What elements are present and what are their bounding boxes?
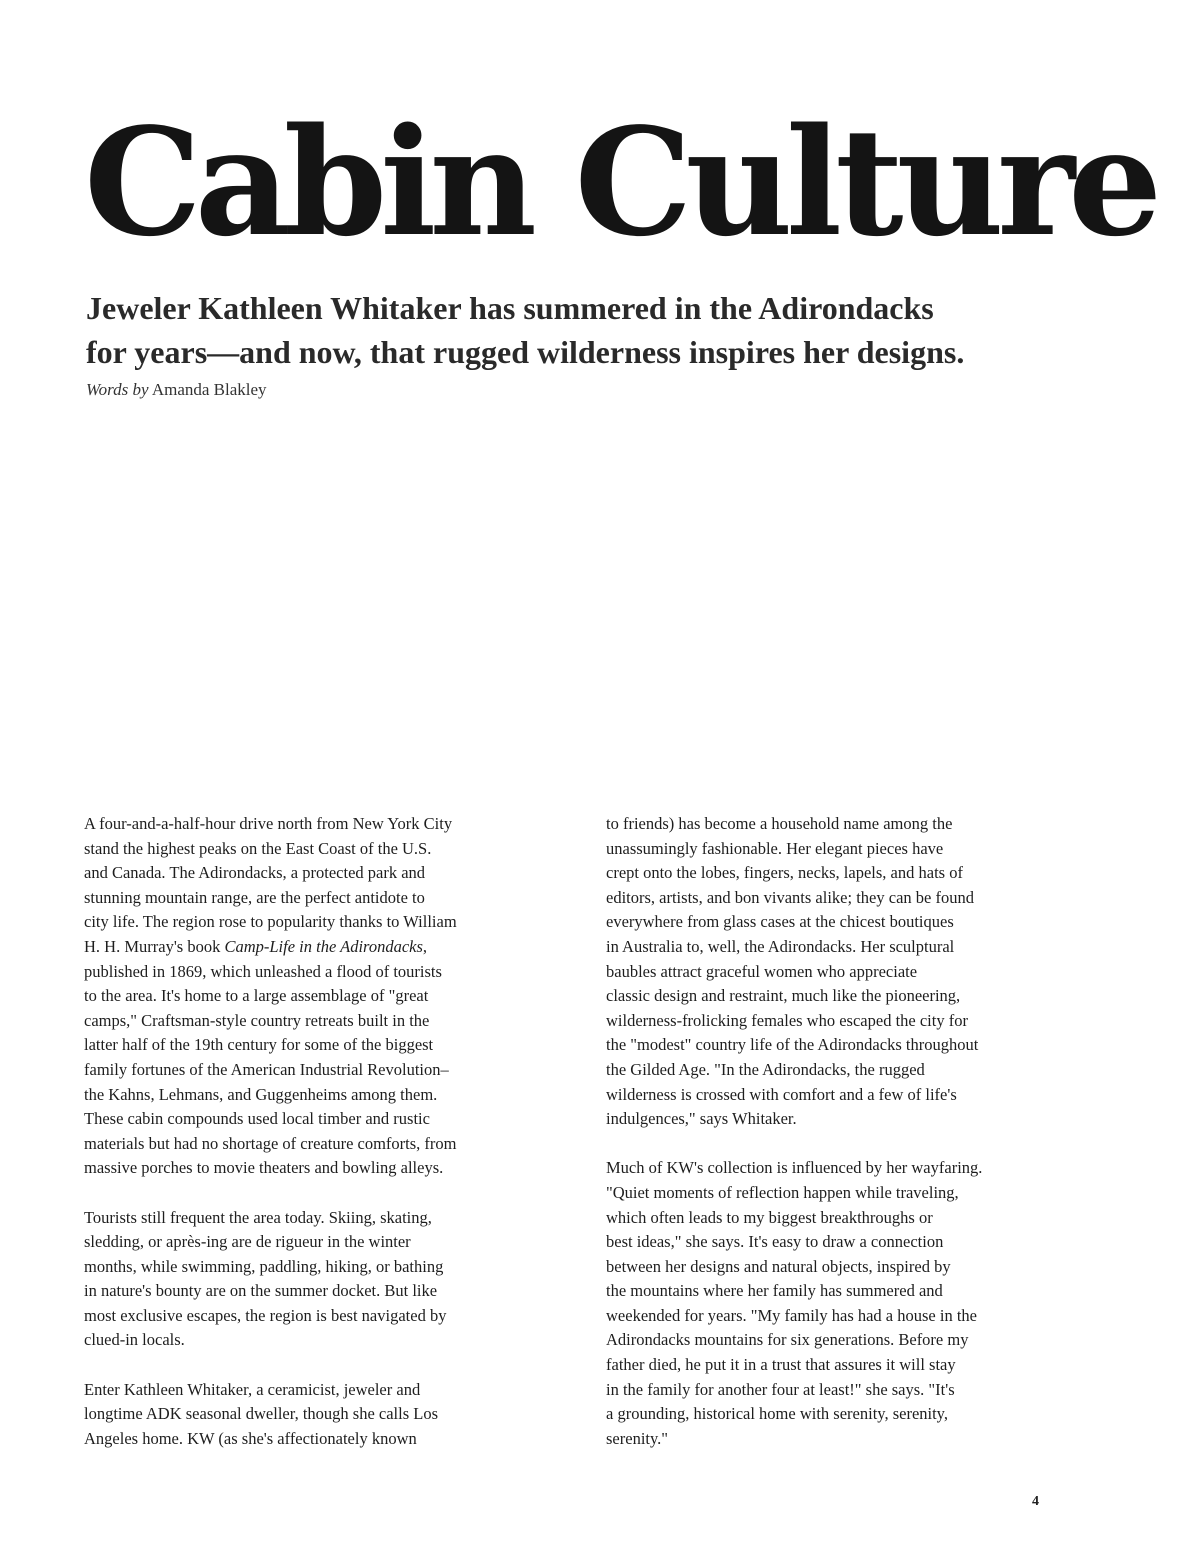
text-line-with-book-title bbox=[84, 935, 584, 960]
text-line: Adirondacks mountains for six generations. Before my bbox=[606, 1330, 969, 1350]
body-paragraph bbox=[606, 1156, 1116, 1451]
text-line: baubles attract graceful women who appreciate bbox=[606, 961, 918, 981]
text-line: materials but had no shortage of creature comforts, from bbox=[84, 1133, 457, 1153]
text-line: the "modest" country life of the Adirondacks throughout bbox=[606, 1035, 979, 1055]
text-line: everywhere from glass cases at the chicest boutiques bbox=[606, 912, 954, 932]
byline bbox=[86, 380, 267, 400]
article-title: Cabin Culture bbox=[84, 95, 1156, 269]
body-paragraph bbox=[84, 812, 584, 1181]
text-line: serenity." bbox=[606, 1428, 669, 1448]
text-fragment: , bbox=[422, 936, 428, 956]
text-line: to the area. It's home to a large assemblage of "great bbox=[84, 986, 429, 1006]
text-line: most exclusive escapes, the region is best navigated by bbox=[84, 1305, 447, 1325]
text-line: massive porches to movie theaters and bowling alleys. bbox=[84, 1158, 444, 1178]
text-line: A four-and-a-half-hour drive north from New York City bbox=[84, 814, 453, 833]
text-line: clued-in locals. bbox=[84, 1330, 185, 1350]
dek-line: for years—and now, that rugged wilderness inspires her designs. bbox=[86, 334, 965, 370]
text-line: best ideas," she says. It's easy to draw a connection bbox=[606, 1232, 944, 1252]
text-line: longtime ADK seasonal dweller, though she calls Los bbox=[84, 1404, 439, 1424]
text-line: family fortunes of the American Industrial Revolution– bbox=[84, 1059, 449, 1079]
text-line: the Gilded Age. "In the Adirondacks, the rugged bbox=[606, 1059, 925, 1079]
text-line: wilderness is crossed with comfort and a few of life's bbox=[606, 1084, 957, 1104]
text-line: Much of KW's collection is influenced by her wayfaring. bbox=[606, 1158, 983, 1178]
text-line: which often leads to my biggest breakthroughs or bbox=[606, 1207, 933, 1227]
page-number: 4 bbox=[1032, 1494, 1039, 1509]
text-line: the Kahns, Lehmans, and Guggenheims among them. bbox=[84, 1084, 438, 1104]
byline-author: Amanda Blakley bbox=[151, 380, 267, 399]
text-fragment: H. H. Murray's book bbox=[84, 936, 225, 956]
article-dek bbox=[86, 286, 1126, 374]
text-line: camps," Craftsman-style country retreats built in the bbox=[84, 1010, 430, 1030]
text-line: months, while swimming, paddling, hiking, or bathing bbox=[84, 1256, 444, 1276]
text-line: Tourists still frequent the area today. Skiing, skating, bbox=[84, 1207, 432, 1227]
text-line: father died, he put it in a trust that assures it will stay bbox=[606, 1355, 956, 1375]
body-paragraph bbox=[84, 1378, 584, 1452]
text-line: indulgences," says Whitaker. bbox=[606, 1109, 797, 1129]
text-line: in the family for another four at least!" she says. "It's bbox=[606, 1379, 955, 1399]
text-line: city life. The region rose to popularity thanks to William bbox=[84, 912, 457, 932]
text-line: sledding, or après-ing are de rigueur in the winter bbox=[84, 1232, 411, 1252]
text-line: latter half of the 19th century for some of the biggest bbox=[84, 1035, 434, 1055]
text-line: Enter Kathleen Whitaker, a ceramicist, jeweler and bbox=[84, 1379, 421, 1399]
text-line: weekended for years. "My family has had a house in the bbox=[606, 1305, 977, 1325]
text-line: and Canada. The Adirondacks, a protected park and bbox=[84, 863, 426, 883]
text-line: These cabin compounds used local timber and rustic bbox=[84, 1109, 430, 1129]
text-line: a grounding, historical home with serenity, serenity, bbox=[606, 1404, 948, 1424]
text-line: to friends) has become a household name among the bbox=[606, 814, 953, 833]
byline-prefix: Words by bbox=[86, 380, 149, 399]
text-line: editors, artists, and bon vivants alike; they can be found bbox=[606, 887, 974, 907]
book-title: Camp-Life in the Adirondacks bbox=[224, 936, 423, 956]
text-line: in Australia to, well, the Adirondacks. Her sculptural bbox=[606, 936, 955, 956]
text-line: "Quiet moments of reflection happen while traveling, bbox=[606, 1182, 959, 1202]
text-line: classic design and restraint, much like the pioneering, bbox=[606, 986, 961, 1006]
text-line: crept onto the lobes, fingers, necks, lapels, and hats of bbox=[606, 863, 963, 883]
text-line: wilderness-frolicking females who escaped the city for bbox=[606, 1010, 968, 1030]
text-line: stunning mountain range, are the perfect antidote to bbox=[84, 887, 425, 907]
text-line: between her designs and natural objects, inspired by bbox=[606, 1256, 951, 1276]
text-line: unassumingly fashionable. Her elegant pieces have bbox=[606, 838, 944, 858]
dek-line: Jeweler Kathleen Whitaker has summered in the Adirondacks bbox=[86, 290, 934, 326]
body-column-right bbox=[606, 812, 1116, 1451]
text-line: in nature's bounty are on the summer docket. But like bbox=[84, 1281, 438, 1301]
text-line: published in 1869, which unleashed a flood of tourists bbox=[84, 961, 442, 981]
body-paragraph bbox=[84, 1206, 584, 1354]
text-line: stand the highest peaks on the East Coast of the U.S. bbox=[84, 838, 432, 858]
text-line: Angeles home. KW (as she's affectionately known bbox=[84, 1428, 417, 1448]
body-column-left bbox=[84, 812, 584, 1451]
text-line: the mountains where her family has summered and bbox=[606, 1281, 943, 1301]
body-paragraph bbox=[606, 812, 1116, 1132]
